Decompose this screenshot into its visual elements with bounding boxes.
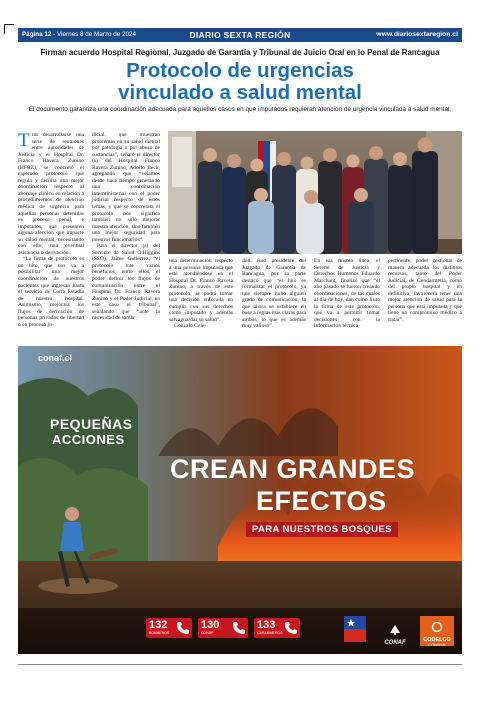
article-deck: El documento garantiza una coordinación adecuada para aquellos casos en que imputados requieran atención de urgencia vinculada a salud mental. [28, 106, 452, 113]
codelco-mark-icon [431, 622, 443, 632]
conaf-logo: CONAF [376, 622, 414, 646]
website-link[interactable]: www.diariosextaregion.cl [376, 31, 458, 38]
article-column-1: Tras desarrollarse una serie de reuniones entre autoridades de Justicia y el Hospital Dr. Franco Ravera Zunino (HFRZ), se concretó el esperado protocolo que regula y facilita una mejor coordinación respecto al abordaje clínico en relación a procedimientos de atención médica de urgencia para aquellas personas detenidas en proceso penal, e imputados, que presenten alguna afección que impacte su salud mental, necesitando con ello, una eventual asistencia o derivación. “La firma de protocolo es un hito, que nos va a posibilitar una mejor coordinación de nuestros pacientes que ingresan hasta el servicio de Corta Estadía de nuestro hospital. Asimismo, mejorará los flujos de derivación de personas privadas de libertad o en proceso ju- [18, 130, 84, 328]
phone-icon [176, 621, 190, 635]
ad-tagline-line2: ACCIONES [52, 432, 125, 447]
article-column-5: En esa misma línea, el Seremi de Justicia y Derechos Humanos Eduardo Marchant, finalizó que “el año pasado se fueron creando coordinaciones, de las cuales al día de hoy, dan como fruto la firma de este protocolo, que va a permitir tomar decisiones con la información técnica [314, 258, 380, 330]
crop-mark [4, 24, 14, 34]
emergency-phone-conaf[interactable]: 130 CONAF [198, 618, 248, 638]
emergency-phone-bomberos[interactable]: 132 BOMBEROS [146, 618, 192, 638]
article-headline: Protocolo de urgencias vinculado a salud mental [118, 59, 362, 104]
ad-headline-line2: EFECTOS [256, 486, 387, 516]
conaf-website[interactable]: conaf.cl [38, 353, 73, 363]
article-column-3: una determinación respecto a una persona imputada que esté atendiéndose en el Hospital Dr. Franco Ravera Zunino, a través de este protocolo, se podrá tomar una decisión enfocada en cumplir con sus derechos como imputado y además salvaguardar su salud”. Gonzalo Cele- [169, 258, 233, 330]
ad-banner: PARA NUESTROS BOSQUES [246, 522, 398, 537]
group-photo-image [168, 131, 462, 254]
conaf-tree-icon [388, 625, 402, 635]
phone-icon [284, 621, 298, 635]
article-column-4: dón, Juez presidente del Juzgado de Garantía de Rancagua, por su parte destacó que “el hito es formalizar el protocolo, ya que siempre hubo alguien grado de comunicación, la que ahora se establece en base a reglas más claras para ambos, lo que es además muy valioso”. [242, 258, 306, 330]
group-photo [168, 131, 462, 254]
phone-icon [232, 621, 246, 635]
page-number: Página 12 [22, 31, 52, 38]
article-kicker: Firman acuerdo Hospital Regional, Juzgado de Garantía y Tribunal de Juicio Oral en lo Penal de Rancagua [40, 48, 440, 57]
section-title: DIARIO SEXTA REGIÓN [189, 30, 291, 40]
page-bottom-rule [18, 664, 462, 665]
emergency-phone-carabineros[interactable]: 133 CARABINEROS [254, 618, 300, 638]
page-header [18, 28, 462, 42]
conaf-advertisement[interactable] [18, 346, 462, 654]
drop-cap: T [18, 130, 30, 151]
chile-government-logo-icon [344, 616, 366, 642]
ad-tagline-line1: PEQUEÑAS [50, 416, 133, 432]
article-column-6: pertinente, poder gestionar de manera adecuada los distintos recursos, tanto del Poder Judicial, de Gendarmería, cómo del propio hospital y en definitiva, favorecerá tener una mejor atención de salud para la persona que está imputada y que tiene un compromiso médico a tratar”. [388, 258, 462, 323]
government-logo [344, 616, 366, 647]
ad-headline-line1: CREAN GRANDES [170, 454, 416, 484]
issue-date: - Viernes 8 de Marzo de 2024 [51, 31, 136, 38]
codelco-logo: CODELCO El Teniente [420, 616, 454, 646]
wildfire-background-image [18, 346, 462, 654]
article-column-2: dicial, que muestran problemas en su salud mental por patología o por abuso de sustancias”, señaló el director (s) del Hospital Franco Ravera Zunino, Adolfo Beck, agregando que “veíamos desde hace tiempo generando una coordinación interministerial con el poder judicial respecto de estos temas, y que se concretara el protocolo nos significa también no solo mejorar nuestra atención, sino también una mejor seguridad para nuestros funcionarios”. Para el director (s) del Servicio de Salud O'Higgins (SSO), Jaime Gutiérrez, “el protocolo trae varios beneficios, entre ellos, el poder definir los flujos de comunicación entre el Hospital Dr. Franco Ravera Zunino y el Poder Judicial, en este caso el tribunal”, señalando que “ante la necesidad de tomar [92, 132, 160, 322]
